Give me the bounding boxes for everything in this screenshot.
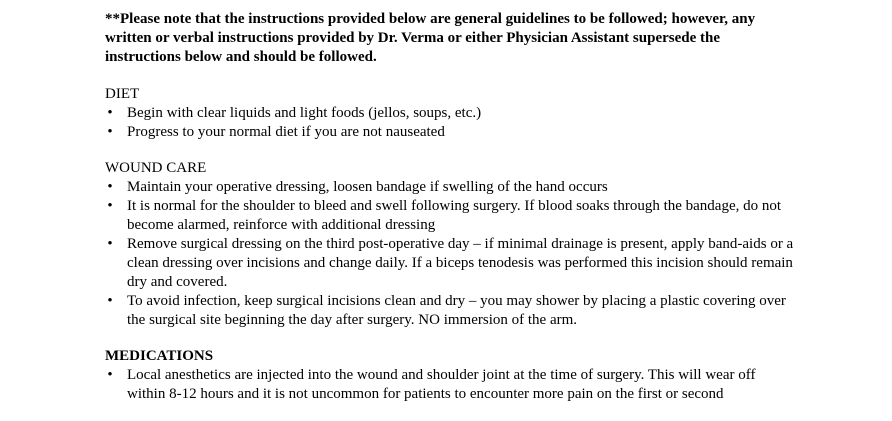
- bullet-icon: •: [107, 105, 113, 121]
- bullet-icon: •: [107, 293, 113, 309]
- list-item-text: Progress to your normal diet if you are not nauseated: [127, 124, 445, 140]
- wound-care-list: [105, 178, 795, 330]
- list-item-text: Remove surgical dressing on the third post-operative day – if minimal drainage is present, apply band-aids or a clean dressing over incisions and change daily. If a biceps tenodesis was performed this incision should remain dry and covered.: [127, 236, 794, 290]
- medications-list: [105, 366, 795, 404]
- list-item: [105, 197, 795, 235]
- section-diet: [105, 85, 795, 142]
- section-title-diet: DIET: [105, 86, 140, 102]
- diet-list: [105, 104, 795, 142]
- list-item: [105, 104, 795, 123]
- bullet-icon: •: [107, 367, 113, 383]
- list-item: [105, 235, 795, 292]
- list-item-text: Maintain your operative dressing, loosen bandage if swelling of the hand occurs: [127, 179, 608, 195]
- section-medications: [105, 347, 795, 404]
- bullet-icon: •: [107, 236, 113, 252]
- bullet-icon: •: [107, 198, 113, 214]
- list-item: [105, 366, 795, 404]
- section-title-wound-care: WOUND CARE: [105, 160, 207, 176]
- section-wound-care: [105, 159, 795, 330]
- list-item: [105, 178, 795, 197]
- list-item-text: Local anesthetics are injected into the wound and shoulder joint at the time of surgery. This will wear off within 8-12 hours and it is not uncommon for patients to encounter more pain on the first or second: [127, 367, 756, 402]
- list-item-text: To avoid infection, keep surgical incisions clean and dry – you may shower by placing a plastic covering over the surgical site beginning the day after surgery. NO immersion of the arm.: [127, 293, 786, 328]
- bullet-icon: •: [107, 124, 113, 140]
- list-item-text: Begin with clear liquids and light foods (jellos, soups, etc.): [127, 105, 482, 121]
- guidelines-note: **Please note that the instructions provided below are general guidelines to be followed; however, any written or verbal instructions provided by Dr. Verma or either Physician Assistant supersede the instructions below and should be followed.: [105, 11, 756, 65]
- list-item: [105, 292, 795, 330]
- bullet-icon: •: [107, 179, 113, 195]
- list-item: [105, 123, 795, 142]
- list-item-text: It is normal for the shoulder to bleed and swell following surgery. If blood soaks through the bandage, do not become alarmed, reinforce with additional dressing: [127, 198, 782, 233]
- section-title-medications: MEDICATIONS: [105, 348, 214, 364]
- instructions-document: [105, 10, 795, 421]
